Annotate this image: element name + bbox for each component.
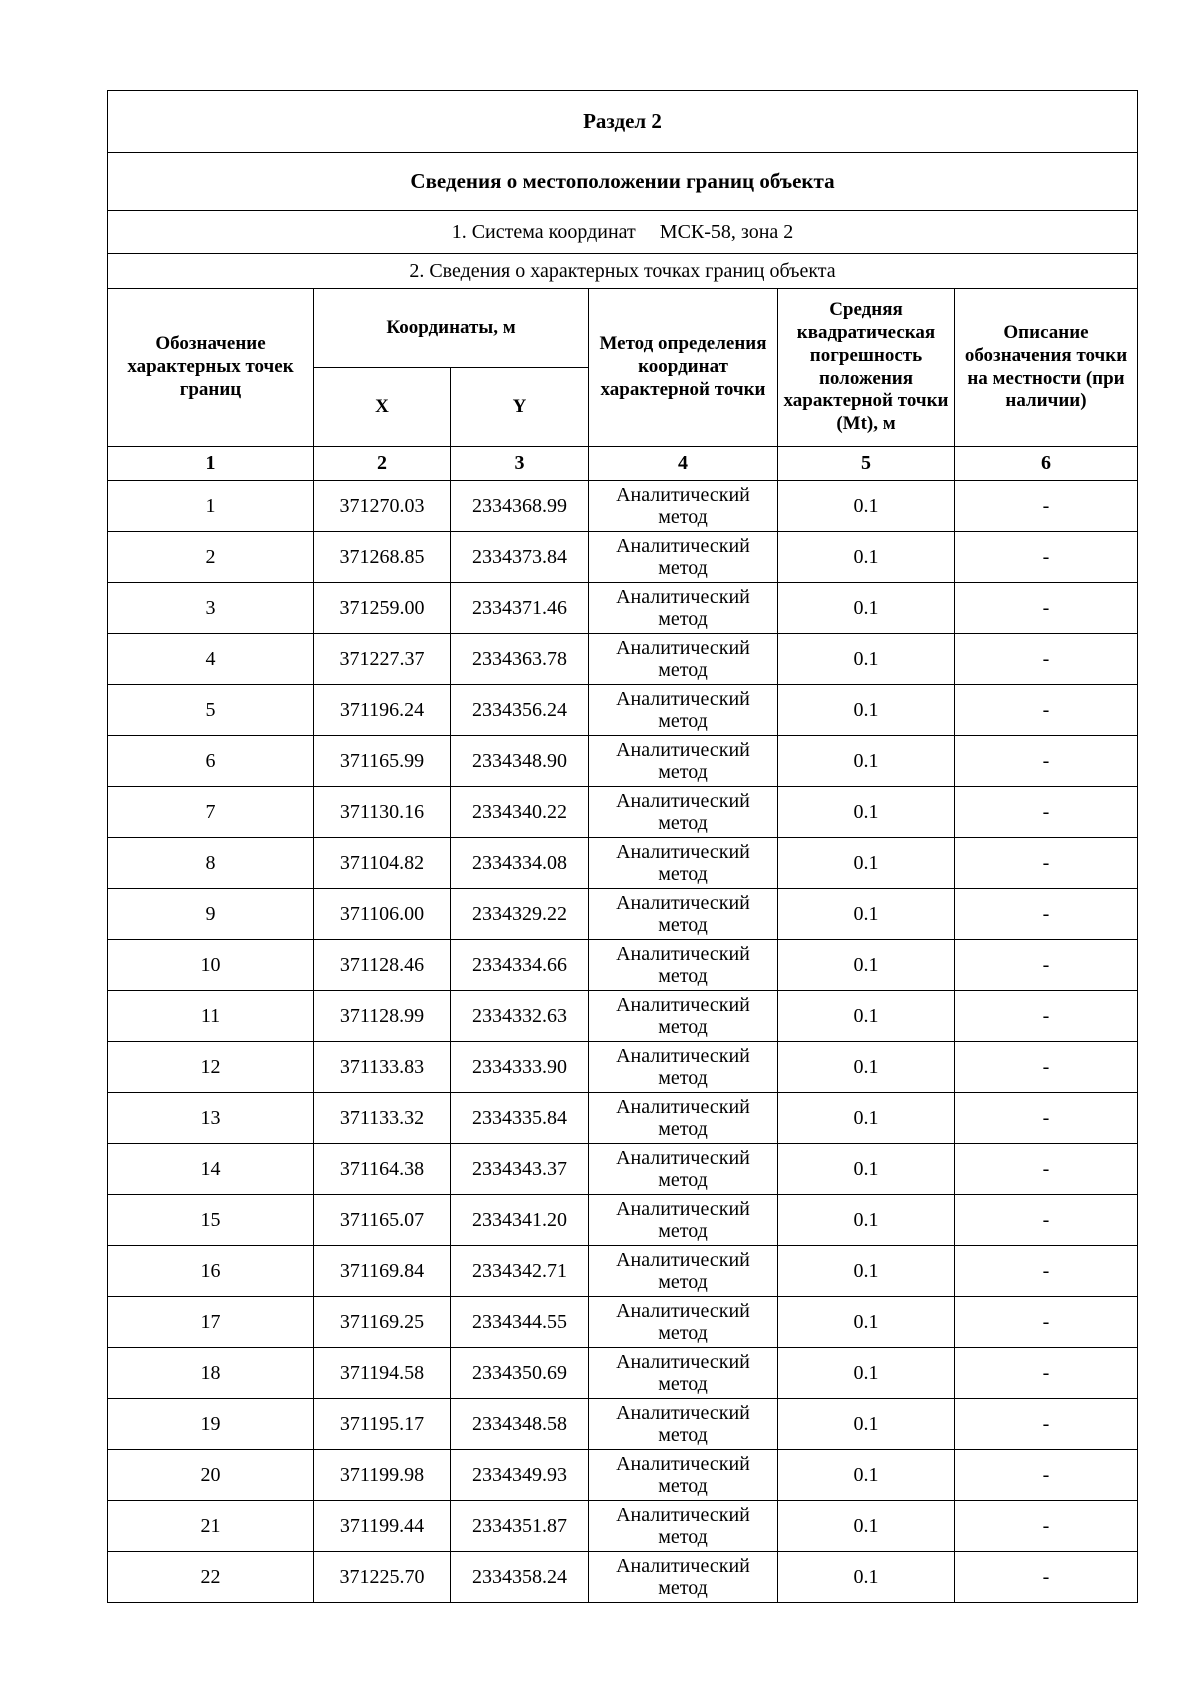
error-cell: 0.1 — [778, 481, 955, 532]
point-number-cell: 16 — [108, 1246, 314, 1297]
y-coordinate-cell: 2334341.20 — [451, 1195, 589, 1246]
error-cell: 0.1 — [778, 1501, 955, 1552]
method-cell — [589, 1195, 778, 1246]
error-cell: 0.1 — [778, 685, 955, 736]
error-cell: 0.1 — [778, 1552, 955, 1603]
method-text: Аналитический метод — [616, 840, 750, 885]
method-text: Аналитический метод — [616, 1146, 750, 1191]
method-text: Аналитический метод — [616, 636, 750, 681]
method-text: Аналитический метод — [616, 1503, 750, 1548]
y-coordinate-cell: 2334340.22 — [451, 787, 589, 838]
x-coordinate-cell: 371195.17 — [314, 1399, 451, 1450]
x-coordinate-cell: 371133.32 — [314, 1093, 451, 1144]
table-row — [108, 736, 1138, 787]
coordinate-system-label: 1. Система координат — [451, 220, 636, 243]
point-number-cell: 19 — [108, 1399, 314, 1450]
point-number-cell: 8 — [108, 838, 314, 889]
y-coordinate-cell: 2334371.46 — [451, 583, 589, 634]
error-cell: 0.1 — [778, 1246, 955, 1297]
description-cell: - — [955, 787, 1138, 838]
point-number-cell: 21 — [108, 1501, 314, 1552]
column-number: 6 — [955, 447, 1138, 481]
error-cell: 0.1 — [778, 1399, 955, 1450]
y-coordinate-cell: 2334373.84 — [451, 532, 589, 583]
y-coordinate-cell: 2334368.99 — [451, 481, 589, 532]
y-coordinate-cell: 2334358.24 — [451, 1552, 589, 1603]
error-cell: 0.1 — [778, 1144, 955, 1195]
description-cell: - — [955, 1501, 1138, 1552]
x-coordinate-cell: 371128.99 — [314, 991, 451, 1042]
y-coordinate-cell: 2334332.63 — [451, 991, 589, 1042]
method-cell — [589, 1348, 778, 1399]
header-description: Описание обозначения точки на местности (при наличии) — [955, 289, 1138, 447]
method-cell — [589, 1246, 778, 1297]
description-cell: - — [955, 685, 1138, 736]
description-cell: - — [955, 991, 1138, 1042]
error-cell: 0.1 — [778, 634, 955, 685]
method-cell — [589, 1297, 778, 1348]
x-coordinate-cell: 371169.25 — [314, 1297, 451, 1348]
y-coordinate-cell: 2334343.37 — [451, 1144, 589, 1195]
point-number-cell: 20 — [108, 1450, 314, 1501]
method-text: Аналитический метод — [616, 585, 750, 630]
error-cell: 0.1 — [778, 1042, 955, 1093]
method-text: Аналитический метод — [616, 1299, 750, 1344]
method-text: Аналитический метод — [616, 789, 750, 834]
method-text: Аналитический метод — [616, 1554, 750, 1599]
x-coordinate-cell: 371130.16 — [314, 787, 451, 838]
boundary-points-document — [107, 90, 1138, 1603]
description-cell: - — [955, 583, 1138, 634]
error-cell: 0.1 — [778, 991, 955, 1042]
method-text: Аналитический метод — [616, 687, 750, 732]
method-text: Аналитический метод — [616, 483, 750, 528]
y-coordinate-cell: 2334334.08 — [451, 838, 589, 889]
column-number: 4 — [589, 447, 778, 481]
point-number-cell: 7 — [108, 787, 314, 838]
x-coordinate-cell: 371128.46 — [314, 940, 451, 991]
method-text: Аналитический метод — [616, 1452, 750, 1497]
y-coordinate-cell: 2334356.24 — [451, 685, 589, 736]
document-body — [108, 91, 1138, 481]
column-number: 5 — [778, 447, 955, 481]
point-number-cell: 22 — [108, 1552, 314, 1603]
error-cell: 0.1 — [778, 838, 955, 889]
y-coordinate-cell: 2334348.90 — [451, 736, 589, 787]
point-number-cell: 3 — [108, 583, 314, 634]
table-row — [108, 940, 1138, 991]
error-cell: 0.1 — [778, 787, 955, 838]
method-cell — [589, 1552, 778, 1603]
table-row — [108, 1042, 1138, 1093]
description-cell: - — [955, 1246, 1138, 1297]
table-row — [108, 787, 1138, 838]
description-cell: - — [955, 1399, 1138, 1450]
point-number-cell: 10 — [108, 940, 314, 991]
description-cell: - — [955, 736, 1138, 787]
description-cell: - — [955, 1093, 1138, 1144]
method-cell — [589, 787, 778, 838]
method-text: Аналитический метод — [616, 1248, 750, 1293]
x-coordinate-cell: 371199.98 — [314, 1450, 451, 1501]
method-cell — [589, 1399, 778, 1450]
method-cell — [589, 1042, 778, 1093]
description-cell: - — [955, 889, 1138, 940]
y-coordinate-cell: 2334342.71 — [451, 1246, 589, 1297]
column-number: 2 — [314, 447, 451, 481]
description-cell: - — [955, 634, 1138, 685]
header-point-name: Обозначение характерных точек границ — [108, 289, 314, 447]
column-number: 1 — [108, 447, 314, 481]
method-text: Аналитический метод — [616, 1197, 750, 1242]
table-row — [108, 1399, 1138, 1450]
point-number-cell: 6 — [108, 736, 314, 787]
column-numbers-row — [108, 447, 1138, 481]
point-number-cell: 4 — [108, 634, 314, 685]
x-coordinate-cell: 371194.58 — [314, 1348, 451, 1399]
error-cell: 0.1 — [778, 736, 955, 787]
method-cell — [589, 583, 778, 634]
method-text: Аналитический метод — [616, 1350, 750, 1395]
x-coordinate-cell: 371133.83 — [314, 1042, 451, 1093]
y-coordinate-cell: 2334335.84 — [451, 1093, 589, 1144]
method-cell — [589, 532, 778, 583]
description-cell: - — [955, 532, 1138, 583]
y-coordinate-cell: 2334350.69 — [451, 1348, 589, 1399]
method-cell — [589, 889, 778, 940]
description-cell: - — [955, 1042, 1138, 1093]
table-row — [108, 1246, 1138, 1297]
table-row — [108, 1450, 1138, 1501]
table-row — [108, 532, 1138, 583]
section-title: Раздел 2 — [108, 91, 1138, 153]
y-coordinate-cell: 2334349.93 — [451, 1450, 589, 1501]
point-number-cell: 18 — [108, 1348, 314, 1399]
method-cell — [589, 634, 778, 685]
point-number-cell: 2 — [108, 532, 314, 583]
description-cell: - — [955, 1450, 1138, 1501]
x-coordinate-cell: 371259.00 — [314, 583, 451, 634]
x-coordinate-cell: 371106.00 — [314, 889, 451, 940]
method-cell — [589, 1501, 778, 1552]
method-text: Аналитический метод — [616, 891, 750, 936]
table-row — [108, 583, 1138, 634]
description-cell: - — [955, 1144, 1138, 1195]
x-coordinate-cell: 371199.44 — [314, 1501, 451, 1552]
method-cell — [589, 838, 778, 889]
method-cell — [589, 991, 778, 1042]
section-subtitle: Сведения о местоположении границ объекта — [108, 153, 1138, 211]
table-row — [108, 1297, 1138, 1348]
method-text: Аналитический метод — [616, 1401, 750, 1446]
error-cell: 0.1 — [778, 583, 955, 634]
table-row — [108, 1501, 1138, 1552]
method-text: Аналитический метод — [616, 534, 750, 579]
error-cell: 0.1 — [778, 940, 955, 991]
method-text: Аналитический метод — [616, 738, 750, 783]
point-number-cell: 13 — [108, 1093, 314, 1144]
points-caption: 2. Сведения о характерных точках границ объекта — [108, 254, 1138, 289]
error-cell: 0.1 — [778, 889, 955, 940]
y-coordinate-cell: 2334333.90 — [451, 1042, 589, 1093]
x-coordinate-cell: 371169.84 — [314, 1246, 451, 1297]
y-coordinate-cell: 2334351.87 — [451, 1501, 589, 1552]
y-coordinate-cell: 2334344.55 — [451, 1297, 589, 1348]
table-row — [108, 685, 1138, 736]
method-cell — [589, 481, 778, 532]
x-coordinate-cell: 371270.03 — [314, 481, 451, 532]
method-cell — [589, 1450, 778, 1501]
y-coordinate-cell: 2334363.78 — [451, 634, 589, 685]
table-row — [108, 1552, 1138, 1603]
error-cell: 0.1 — [778, 1093, 955, 1144]
table-row — [108, 1093, 1138, 1144]
method-text: Аналитический метод — [616, 942, 750, 987]
point-number-cell: 5 — [108, 685, 314, 736]
description-cell: - — [955, 1297, 1138, 1348]
points-table-body — [108, 481, 1138, 1603]
y-coordinate-cell: 2334348.58 — [451, 1399, 589, 1450]
x-coordinate-cell: 371268.85 — [314, 532, 451, 583]
header-error: Средняя квадратическая погрешность положения характерной точки (Mt), м — [778, 289, 955, 447]
method-cell — [589, 940, 778, 991]
error-cell: 0.1 — [778, 1348, 955, 1399]
point-number-cell: 9 — [108, 889, 314, 940]
point-number-cell: 17 — [108, 1297, 314, 1348]
method-text: Аналитический метод — [616, 993, 750, 1038]
header-y: Y — [451, 368, 589, 447]
y-coordinate-cell: 2334329.22 — [451, 889, 589, 940]
x-coordinate-cell: 371196.24 — [314, 685, 451, 736]
error-cell: 0.1 — [778, 1450, 955, 1501]
error-cell: 0.1 — [778, 1297, 955, 1348]
description-cell: - — [955, 1348, 1138, 1399]
y-coordinate-cell: 2334334.66 — [451, 940, 589, 991]
x-coordinate-cell: 371164.38 — [314, 1144, 451, 1195]
point-number-cell: 14 — [108, 1144, 314, 1195]
column-number: 3 — [451, 447, 589, 481]
coordinate-system-value: МСК-58, зона 2 — [659, 220, 794, 243]
x-coordinate-cell: 371227.37 — [314, 634, 451, 685]
x-coordinate-cell: 371225.70 — [314, 1552, 451, 1603]
x-coordinate-cell: 371165.99 — [314, 736, 451, 787]
error-cell: 0.1 — [778, 532, 955, 583]
table-row — [108, 1348, 1138, 1399]
header-method: Метод определения координат характерной точки — [589, 289, 778, 447]
point-number-cell: 12 — [108, 1042, 314, 1093]
method-cell — [589, 1093, 778, 1144]
description-cell: - — [955, 838, 1138, 889]
description-cell: - — [955, 1552, 1138, 1603]
table-row — [108, 1195, 1138, 1246]
description-cell: - — [955, 940, 1138, 991]
x-coordinate-cell: 371104.82 — [314, 838, 451, 889]
header-x: X — [314, 368, 451, 447]
header-coordinates: Координаты, м — [314, 289, 589, 368]
table-row — [108, 991, 1138, 1042]
error-cell: 0.1 — [778, 1195, 955, 1246]
table-row — [108, 481, 1138, 532]
table-row — [108, 838, 1138, 889]
table-row — [108, 1144, 1138, 1195]
method-text: Аналитический метод — [616, 1095, 750, 1140]
coordinate-system-row — [108, 211, 1138, 254]
point-number-cell: 11 — [108, 991, 314, 1042]
method-text: Аналитический метод — [616, 1044, 750, 1089]
point-number-cell: 1 — [108, 481, 314, 532]
x-coordinate-cell: 371165.07 — [314, 1195, 451, 1246]
point-number-cell: 15 — [108, 1195, 314, 1246]
description-cell: - — [955, 481, 1138, 532]
method-cell — [589, 685, 778, 736]
table-row — [108, 634, 1138, 685]
description-cell: - — [955, 1195, 1138, 1246]
table-row — [108, 889, 1138, 940]
method-cell — [589, 1144, 778, 1195]
method-cell — [589, 736, 778, 787]
